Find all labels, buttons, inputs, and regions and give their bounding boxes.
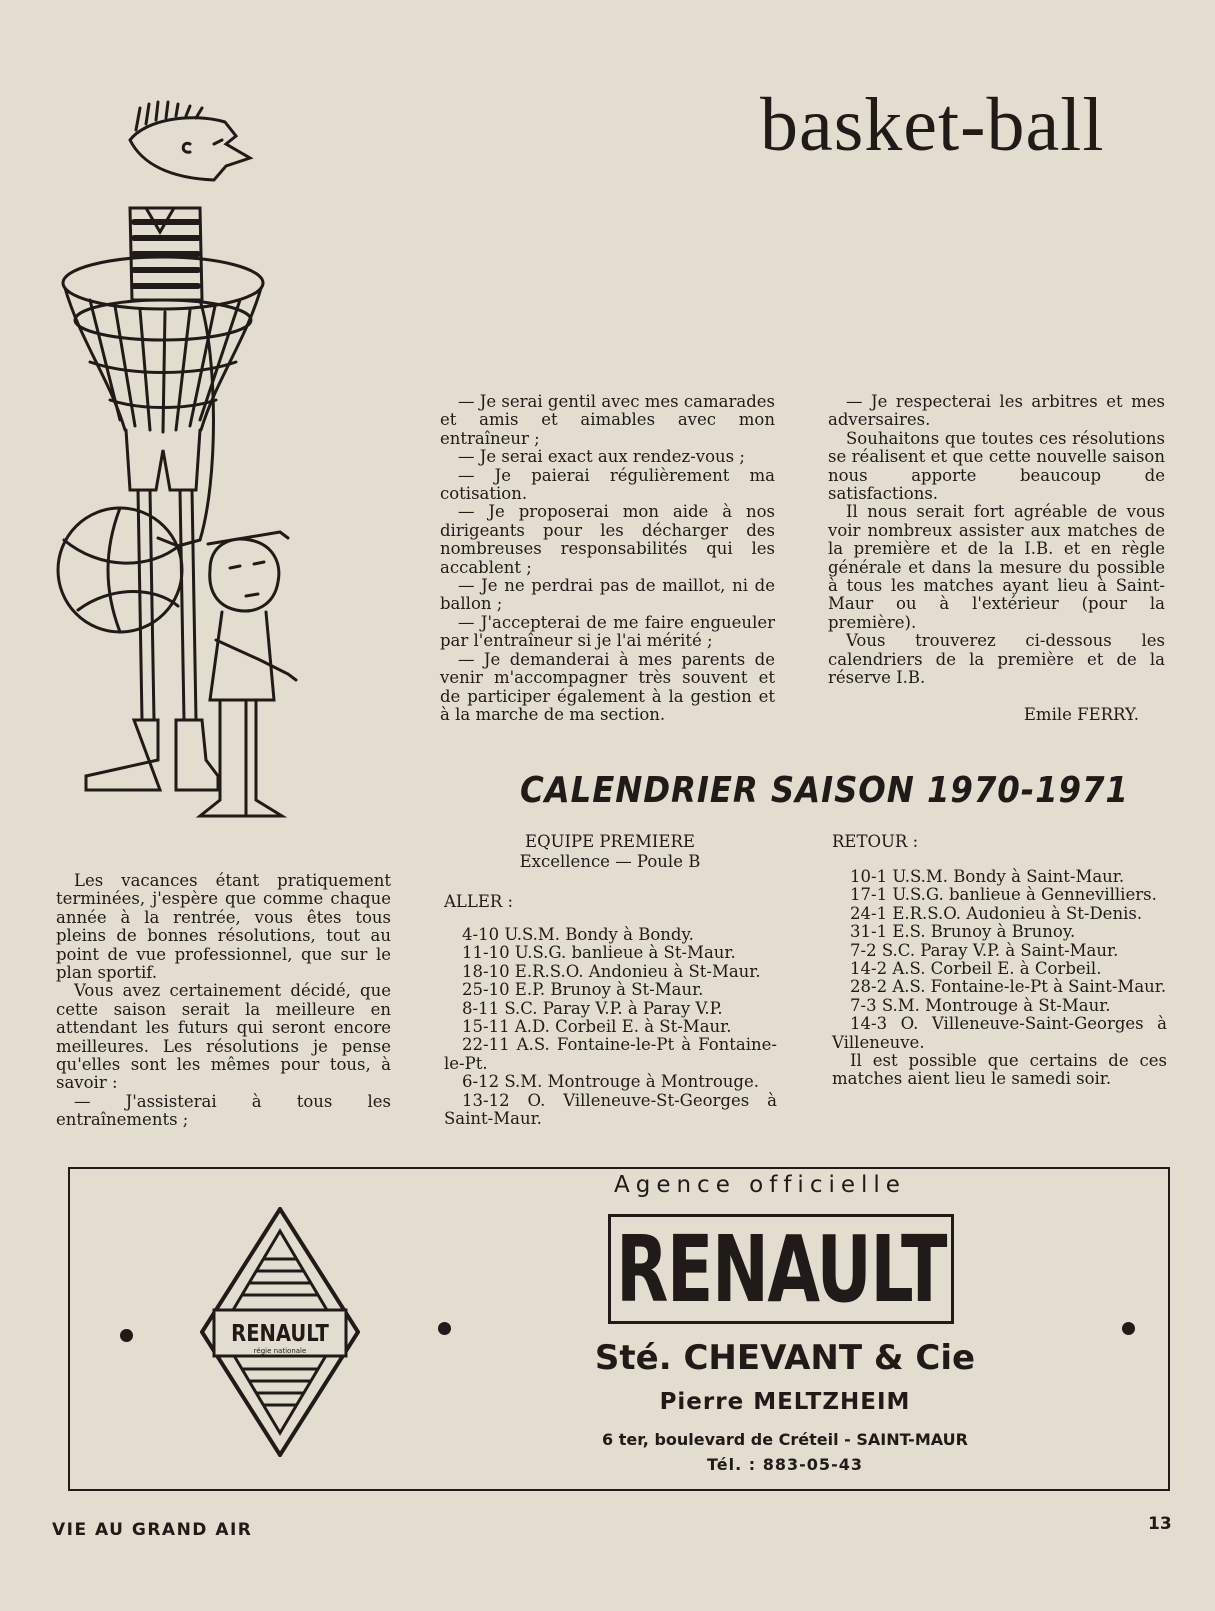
calendar-team-heading bbox=[440, 832, 780, 872]
publication-name: VIE AU GRAND AIR bbox=[52, 1520, 253, 1540]
bullet-dot bbox=[1122, 1322, 1135, 1335]
resolution-item: — Je serai exact aux rendez-vous ; bbox=[458, 447, 745, 467]
fixture-item: 15-11 A.D. Corbeil E. à St-Maur. bbox=[462, 1017, 732, 1037]
closing-column bbox=[828, 393, 1165, 724]
fixture-item: 6-12 S.M. Montrouge à Montrouge. bbox=[462, 1072, 759, 1092]
player-head bbox=[130, 102, 250, 180]
resolution-item: — Je proposerai mon aide à nos dirigeants pour les décharger des nombreuses responsabilités qui les accablent ; bbox=[440, 502, 775, 577]
resolution-item: — Je demanderai à mes parents de venir m'accompagner très souvent et de participer également à la gestion et à la marche de ma section. bbox=[440, 649, 775, 724]
fixture-item: 7-2 S.C. Paray V.P. à Saint-Maur. bbox=[850, 940, 1119, 960]
intro-paragraph: Vous avez certainement décidé, que cette saison serait la meilleure en attendant les futurs qui seront encore meilleures. Les résolutions je pense qu'elles sont les mêmes pour tous, à savoir : bbox=[56, 981, 391, 1093]
fixture-item: 14-2 A.S. Corbeil E. à Corbeil. bbox=[850, 959, 1102, 979]
fixture-item: 4-10 U.S.M. Bondy à Bondy. bbox=[462, 925, 694, 944]
fixture-item: 31-1 E.S. Brunoy à Brunoy. bbox=[850, 922, 1076, 942]
player-ball bbox=[58, 300, 214, 632]
aller-label: ALLER : bbox=[444, 892, 514, 911]
calendar-note: Il est possible que certains de ces matches aient lieu le samedi soir. bbox=[832, 1051, 1167, 1089]
retour-label: RETOUR : bbox=[832, 832, 919, 851]
fixture-item: 11-10 U.S.G. banlieue à St-Maur. bbox=[462, 943, 736, 963]
renault-diamond-logo bbox=[200, 1207, 360, 1457]
fixture-item: 14-3 O. Villeneuve-Saint-Georges à Villeneuve. bbox=[832, 1014, 1167, 1052]
contact-person: Pierre MELTZHEIM bbox=[659, 1389, 911, 1415]
agence-tagline: Agence officielle bbox=[614, 1172, 906, 1198]
fixture-item: 22-11 A.S. Fontaine-le-Pt à Fontaine-le-Pt. bbox=[444, 1035, 777, 1073]
company-address: 6 ter, boulevard de Créteil - SAINT-MAUR bbox=[602, 1430, 968, 1449]
closing-paragraph: Vous trouverez ci-dessous les calendriers de la première et de la réserve I.B. bbox=[828, 631, 1165, 688]
resolution-item: — Je ne perdrai pas de maillot, ni de ballon ; bbox=[440, 576, 775, 614]
basketball-cartoon-illustration bbox=[50, 100, 370, 830]
author-signature: Emile FERRY. bbox=[1023, 704, 1139, 724]
team-name: EQUIPE PREMIERE bbox=[525, 832, 695, 851]
bullet-dot bbox=[438, 1322, 451, 1335]
renault-brand-box bbox=[608, 1214, 954, 1324]
company-phone: Tél. : 883-05-43 bbox=[707, 1455, 863, 1474]
retour-fixtures-list bbox=[832, 868, 1167, 1089]
brand-name: RENAULT bbox=[616, 1215, 946, 1323]
calendar-title: CALENDRIER SAISON 1970-1971 bbox=[520, 770, 1129, 811]
aller-fixtures-list bbox=[444, 926, 777, 1128]
resolution-item: — Je paierai régulièrement ma cotisation. bbox=[440, 465, 775, 504]
closing-paragraph: — Je respecterai les arbitres et mes adversaires. bbox=[828, 392, 1165, 430]
fixture-item: 25-10 E.P. Brunoy à St-Maur. bbox=[462, 980, 704, 1000]
page-title: basket-ball bbox=[760, 83, 1105, 167]
company-name: Sté. CHEVANT & Cie bbox=[594, 1338, 976, 1378]
logo-sub-text: régie nationale bbox=[253, 1347, 307, 1355]
fixture-item: 17-1 U.S.G. banlieue à Gennevilliers. bbox=[850, 885, 1157, 905]
team-division: Excellence — Poule B bbox=[519, 852, 701, 871]
fixture-item: 10-1 U.S.M. Bondy à Saint-Maur. bbox=[850, 867, 1125, 886]
resolution-item: — Je serai gentil avec mes camarades et amis et aimables avec mon entraîneur ; bbox=[440, 392, 775, 448]
intro-column bbox=[56, 872, 391, 1130]
resolution-item: — J'accepterai de me faire engueuler par l'entraîneur si je l'ai mérité ; bbox=[440, 612, 775, 651]
resolutions-column bbox=[440, 393, 775, 724]
fixture-item: 13-12 O. Villeneuve-St-Georges à Saint-Maur. bbox=[444, 1090, 777, 1129]
intro-paragraph: — J'assisterai à tous les entraînements ; bbox=[56, 1091, 391, 1130]
bullet-dot bbox=[120, 1329, 133, 1342]
player-legs bbox=[86, 430, 218, 790]
page-number: 13 bbox=[1148, 1514, 1172, 1534]
fixture-item: 28-2 A.S. Fontaine-le-Pt à Saint-Maur. bbox=[850, 977, 1167, 997]
intro-paragraph: Les vacances étant pratiquement terminées, j'espère que comme chaque année à la rentrée, vous êtes tous pleins de bonnes résolutions, tout au point de vue professionnel, que sur le plan sportif. bbox=[56, 871, 391, 983]
closing-paragraph: Souhaitons que toutes ces résolutions se réalisent et que cette nouvelle saison nous apporte beaucoup de satisfactions. bbox=[828, 428, 1165, 504]
logo-brand-text: RENAULT bbox=[231, 1320, 329, 1348]
fixture-item: 7-3 S.M. Montrouge à St-Maur. bbox=[850, 995, 1111, 1015]
closing-paragraph: Il nous serait fort agréable de vous voir nombreux assister aux matches de la première et de la I.B. et en règle générale et dans la mesure du possible à tous les matches ayant lieu à Saint-Maur ou à l'extérieur (pour la première). bbox=[828, 502, 1165, 632]
fixture-item: 8-11 S.C. Paray V.P. à Paray V.P. bbox=[462, 998, 723, 1018]
player-shirt bbox=[130, 208, 202, 300]
fixture-item: 18-10 E.R.S.O. Andonieu à St-Maur. bbox=[462, 961, 761, 981]
fixture-item: 24-1 E.R.S.O. Audonieu à St-Denis. bbox=[850, 903, 1143, 923]
